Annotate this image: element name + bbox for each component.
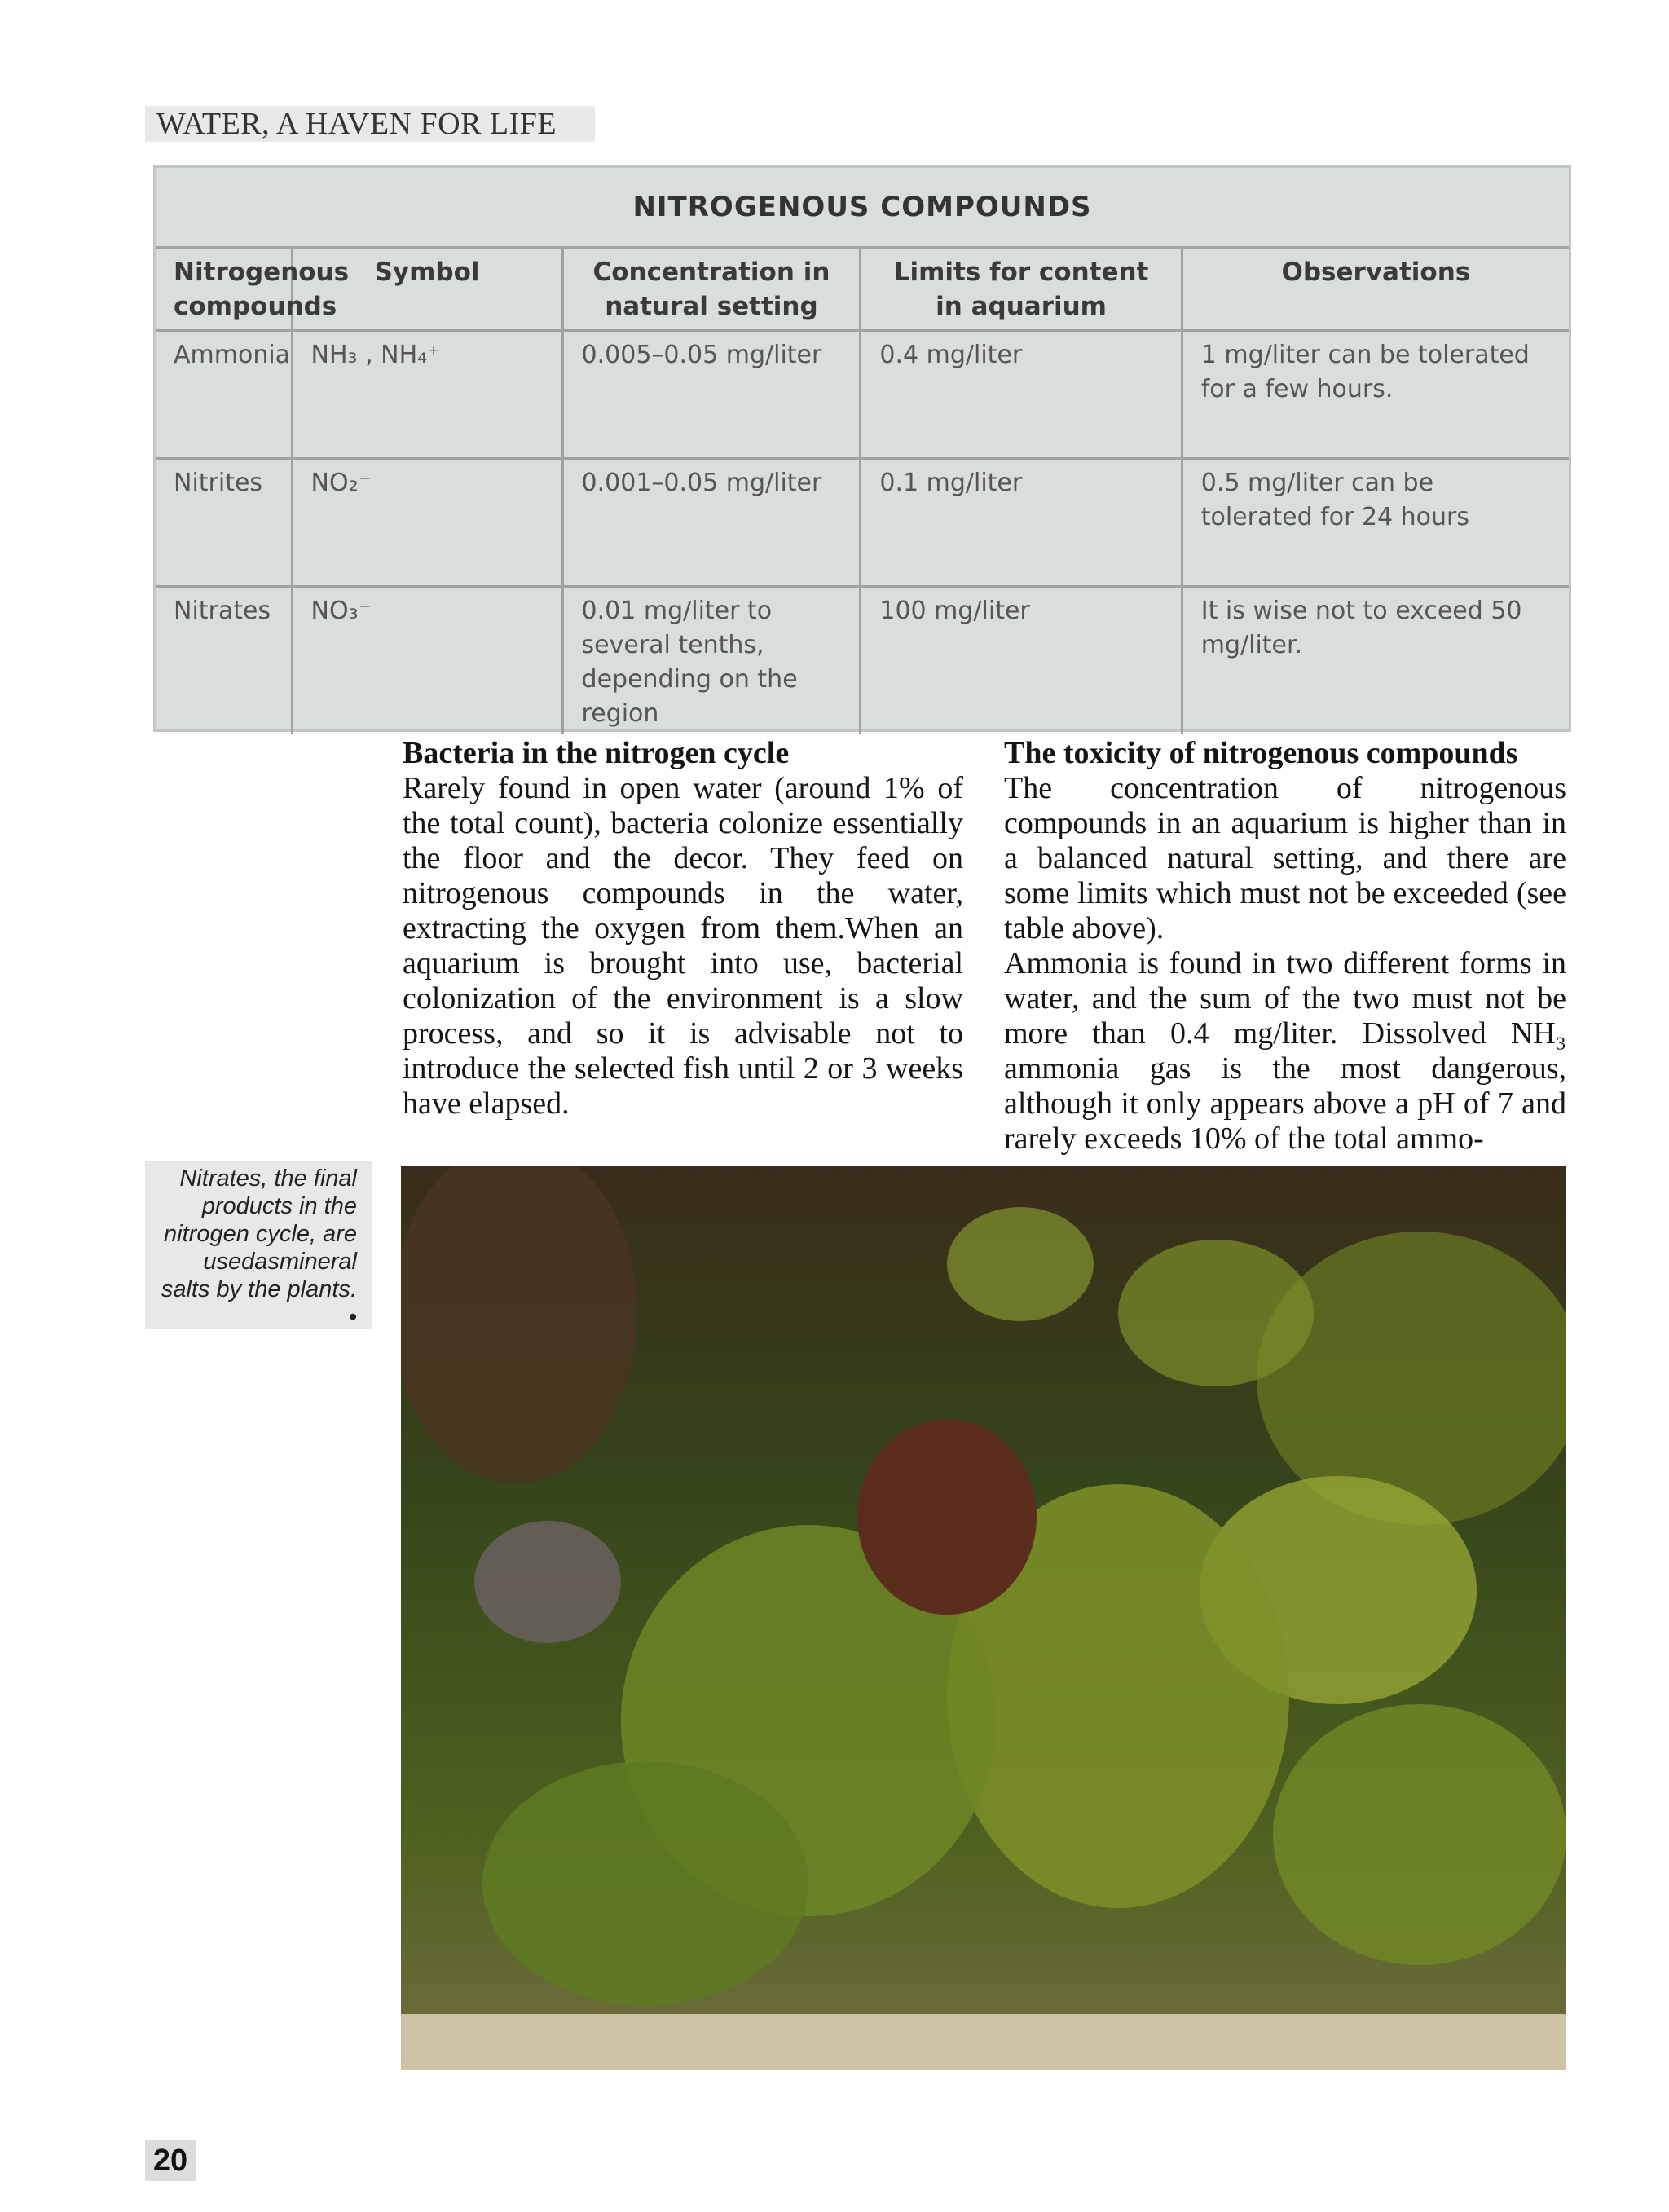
cell-compound: Nitrites [156,458,292,586]
aquarium-illustration [401,1166,1566,2070]
caption-bullet: • [348,1304,357,1330]
header-limit: Limits for content in aquarium [861,249,1182,330]
table-row [156,330,1569,458]
cell-compound: Nitrates [174,596,271,625]
cell-limit: 100 mg/liter [861,586,1182,734]
table-row [156,586,1569,734]
cell-natural: 0.005–0.05 mg/liter [562,330,861,458]
header-natural: Concentration in natural setting [562,249,861,330]
section-heading: Bacteria in the nitrogen cycle [403,736,790,770]
cell-natural: 0.001–0.05 mg/liter [562,458,861,586]
cell-limit: 0.4 mg/liter [861,330,1182,458]
aquarium-photo [401,1166,1566,2070]
running-head: WATER, A HAVEN FOR LIFE [145,106,595,142]
section-body: Rarely found in open water (around 1% of the total count), bacteria colonize essentially the floor and the decor. They feed on nitrogenous compounds in the water, extracting the oxygen from them.When an aquarium is brought into use, bacterial colonization of the environment is a slow process, and so it is advisable not to introduce the selected fish until 2 or 3 weeks have elapsed. [403,771,963,1121]
cell-observation: 1 mg/liter can be tolerated for a few hours. [1182,330,1569,458]
header-symbol: Symbol [292,249,562,330]
column-right [1004,736,1566,1157]
section-heading: The toxicity of nitrogenous compounds [1004,736,1518,770]
section-body: The concentration of nitrogenous compounds in an aquarium is higher than in a balanced natural setting, and there are some limits which must not be exceeded (see table above). [1004,771,1566,945]
header-compound: Nitrogenous compounds [156,249,292,330]
table-header-row [156,249,1569,330]
cell-symbol: NH₃ , NH₄⁺ [292,330,562,458]
cell-symbol: NO₃⁻ [292,586,562,734]
table-title: NITROGENOUS COMPOUNDS [156,168,1569,249]
caption-text: Nitrates, the final products in the nitrogen cycle, are usedasmineral salts by the plants. [161,1165,357,1302]
page-number: 20 [145,2140,196,2181]
cell-symbol: NO₂⁻ [292,458,562,586]
cell-compound: Ammonia [156,330,292,458]
cell-observation: 0.5 mg/liter can be tolerated for 24 hours [1182,458,1569,586]
table-row [156,458,1569,586]
table-grid [156,249,1569,734]
column-left [403,736,963,1121]
header-observation: Observations [1182,249,1569,330]
cell-natural: 0.01 mg/liter to several tenths, depending on the region [562,586,861,734]
nitrogen-table [153,165,1571,732]
section-body: Ammonia is found in two different forms in water, and the sum of the two must not be more than 0.4 mg/liter. Dissolved NH₃ ammonia gas is the most dangerous, although it only appears above a pH of 7 and rarely exceeds 10% of the total ammo- [1004,946,1566,1156]
photo-caption [145,1161,372,1329]
cell-observation: It is wise not to exceed 50 mg/liter. [1182,586,1569,734]
cell-limit: 0.1 mg/liter [861,458,1182,586]
